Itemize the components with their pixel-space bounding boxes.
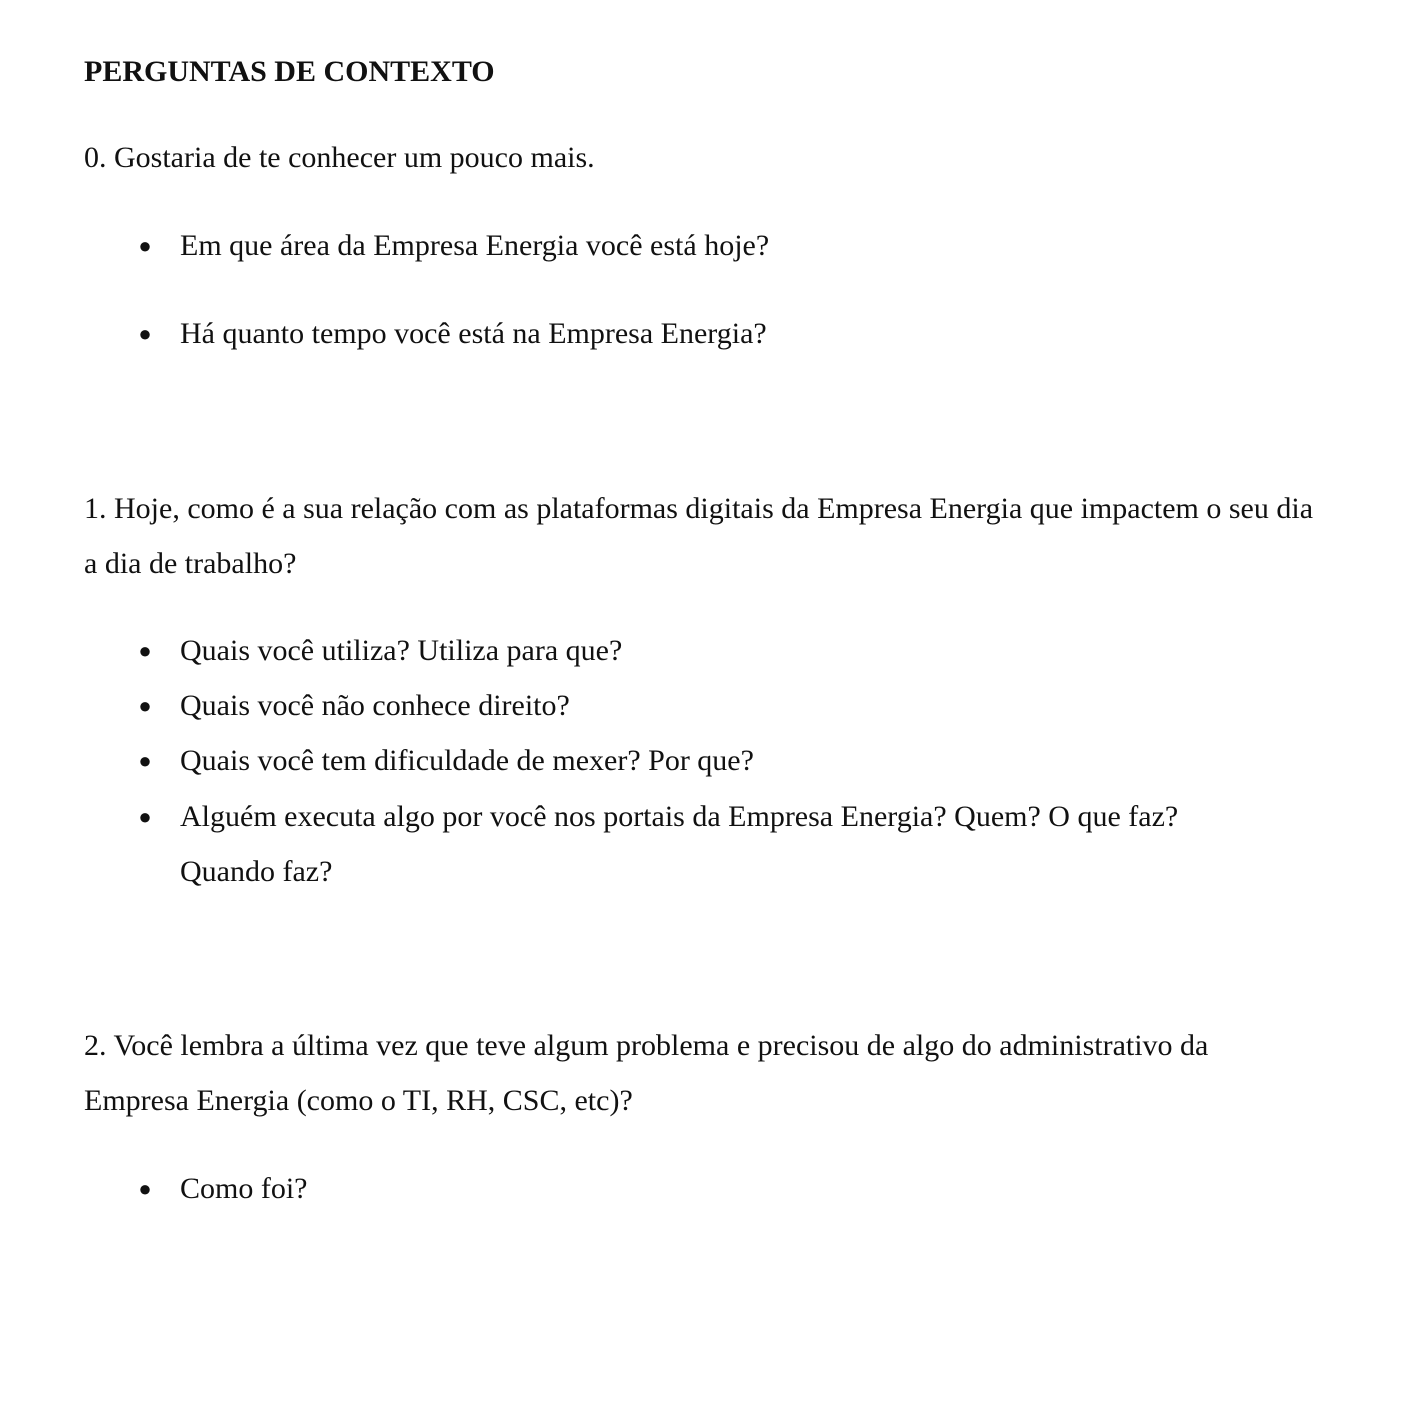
bullet-text: Quais você não conhece direito? bbox=[180, 689, 570, 722]
question-1: 1. Hoje, como é a sua relação com as plataformas digitais da Empresa Energia que impactem o seu dia a dia de trabalho? bbox=[84, 492, 1314, 580]
list-item bbox=[130, 218, 1280, 273]
bullet-icon: ● bbox=[138, 693, 152, 718]
bullet-text: Quais você tem dificuldade de mexer? Por que? bbox=[180, 744, 754, 777]
bullet-text: Quais você utiliza? Utiliza para que? bbox=[180, 634, 623, 667]
bullet-text: Há quanto tempo você está na Empresa Energia? bbox=[180, 317, 767, 350]
bullet-icon: ● bbox=[138, 804, 152, 829]
bullet-icon: ● bbox=[138, 321, 152, 346]
bullet-icon: ● bbox=[138, 1176, 152, 1201]
bullet-icon: ● bbox=[138, 748, 152, 773]
question-0: 0. Gostaria de te conhecer um pouco mais. bbox=[84, 141, 595, 174]
bullet-icon: ● bbox=[138, 233, 152, 258]
list-item bbox=[130, 678, 1280, 733]
list-item bbox=[130, 789, 1280, 899]
bullet-text: Alguém executa algo por você nos portais da Empresa Energia? Quem? O que faz? Quando faz? bbox=[180, 800, 1179, 888]
question-2: 2. Você lembra a última vez que teve algum problema e precisou de algo do administrativo da Empresa Energia (como o TI, RH, CSC, etc)? bbox=[84, 1029, 1209, 1117]
list-item bbox=[130, 306, 1280, 361]
list-item bbox=[130, 733, 1280, 788]
bullet-text: Como foi? bbox=[180, 1172, 308, 1205]
bullet-text: Em que área da Empresa Energia você está hoje? bbox=[180, 229, 770, 262]
list-item bbox=[130, 1161, 1280, 1216]
bullet-icon: ● bbox=[138, 638, 152, 663]
page-title: PERGUNTAS DE CONTEXTO bbox=[84, 55, 495, 88]
list-item bbox=[130, 623, 1280, 678]
